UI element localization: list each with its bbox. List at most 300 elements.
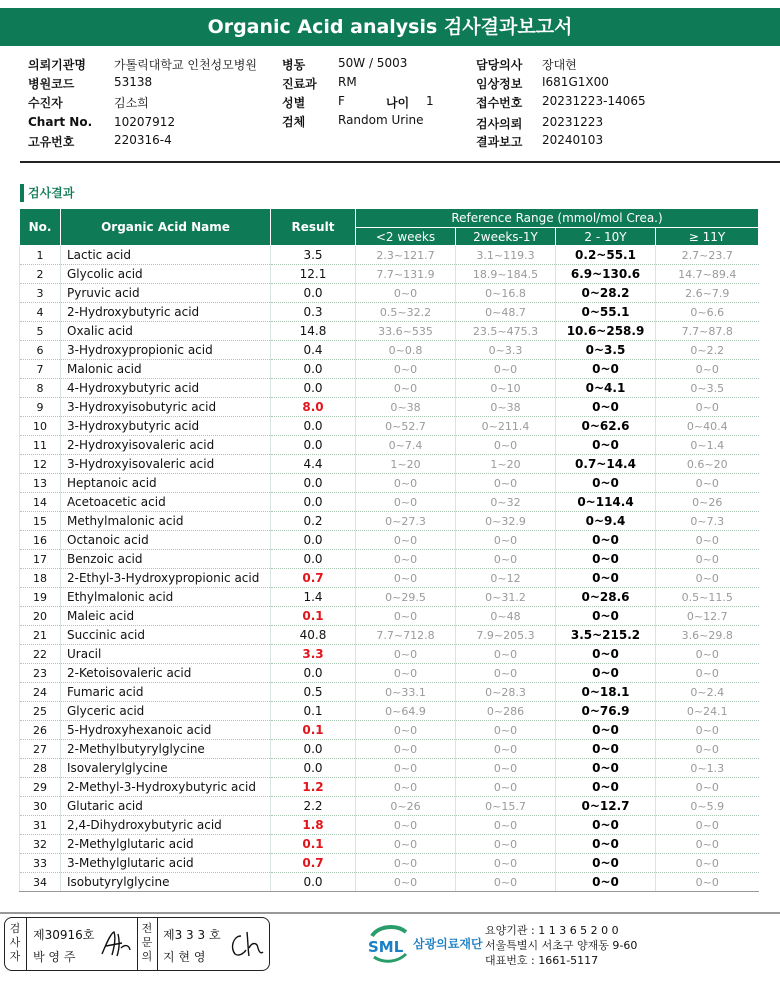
lab-name: 삼광의료재단	[413, 937, 483, 951]
row-result: 0.1	[271, 721, 356, 740]
row-result: 8.0	[271, 398, 356, 417]
signature-box	[4, 917, 270, 971]
sex-label: 성별	[282, 96, 306, 110]
row-ref-11y: 0~0	[656, 664, 759, 683]
row-ref-11y: 0~1.3	[656, 759, 759, 778]
row-ref-2-10y: 0~114.4	[556, 493, 656, 512]
row-result: 40.8	[271, 626, 356, 645]
row-ref-11y: 0~12.7	[656, 607, 759, 626]
row-ref-2w-1y: 0~0	[456, 873, 556, 892]
age-value: 1	[426, 94, 434, 108]
results-table	[19, 208, 759, 892]
row-ref-11y: 0~2.2	[656, 341, 759, 360]
row-result: 4.4	[271, 455, 356, 474]
table-row	[20, 740, 759, 759]
row-result: 0.0	[271, 550, 356, 569]
row-ref-2w-1y: 7.9~205.3	[456, 626, 556, 645]
row-ref-2w-1y: 0~28.3	[456, 683, 556, 702]
row-acid-name: 2-Ketoisovaleric acid	[61, 664, 271, 683]
row-ref-under-2w: 0~0	[356, 379, 456, 398]
table-row	[20, 702, 759, 721]
row-no: 15	[20, 512, 61, 531]
row-ref-2-10y: 0~0	[556, 360, 656, 379]
row-no: 11	[20, 436, 61, 455]
row-ref-11y: 0~0	[656, 645, 759, 664]
row-ref-2-10y: 3.5~215.2	[556, 626, 656, 645]
row-ref-2w-1y: 0~48.7	[456, 303, 556, 322]
row-result: 2.2	[271, 797, 356, 816]
col-header-reference: Reference Range (mmol/mol Crea.)	[356, 209, 759, 228]
row-ref-under-2w: 0~0	[356, 607, 456, 626]
row-ref-11y: 0.5~11.5	[656, 588, 759, 607]
row-no: 10	[20, 417, 61, 436]
chart-no-value: 10207912	[114, 115, 176, 129]
results-body	[20, 246, 759, 892]
table-row	[20, 360, 759, 379]
col-header-result: Result	[271, 209, 356, 246]
row-ref-2w-1y: 1~20	[456, 455, 556, 474]
table-row	[20, 303, 759, 322]
row-result: 0.2	[271, 512, 356, 531]
row-ref-under-2w: 2.3~121.7	[356, 246, 456, 265]
table-row	[20, 835, 759, 854]
row-ref-2-10y: 0~0	[556, 550, 656, 569]
table-row	[20, 645, 759, 664]
table-row	[20, 778, 759, 797]
row-ref-2w-1y: 0~12	[456, 569, 556, 588]
row-no: 3	[20, 284, 61, 303]
table-row	[20, 607, 759, 626]
row-ref-2-10y: 0~9.4	[556, 512, 656, 531]
unique-no-value: 220316-4	[114, 133, 172, 147]
report-date-value: 20240103	[542, 133, 604, 147]
row-no: 12	[20, 455, 61, 474]
row-no: 14	[20, 493, 61, 512]
row-ref-under-2w: 0~0.8	[356, 341, 456, 360]
row-ref-11y: 0~0	[656, 474, 759, 493]
row-acid-name: Glutaric acid	[61, 797, 271, 816]
row-no: 27	[20, 740, 61, 759]
row-ref-2w-1y: 0~0	[456, 854, 556, 873]
table-row	[20, 455, 759, 474]
row-no: 9	[20, 398, 61, 417]
row-ref-2w-1y: 0~15.7	[456, 797, 556, 816]
row-ref-2w-1y: 0~0	[456, 664, 556, 683]
age-label: 나이	[386, 96, 410, 110]
row-ref-11y: 0~6.6	[656, 303, 759, 322]
row-ref-2-10y: 0~0	[556, 740, 656, 759]
row-acid-name: 2,4-Dihydroxybutyric acid	[61, 816, 271, 835]
row-ref-2-10y: 0~18.1	[556, 683, 656, 702]
request-date-value: 20231223	[542, 115, 604, 129]
row-ref-under-2w: 0~0	[356, 740, 456, 759]
table-row	[20, 531, 759, 550]
row-acid-name: Uracil	[61, 645, 271, 664]
row-result: 12.1	[271, 265, 356, 284]
row-result: 0.4	[271, 341, 356, 360]
row-no: 2	[20, 265, 61, 284]
row-acid-name: Ethylmalonic acid	[61, 588, 271, 607]
row-ref-2-10y: 6.9~130.6	[556, 265, 656, 284]
row-ref-under-2w: 0~29.5	[356, 588, 456, 607]
row-ref-2w-1y: 0~0	[456, 550, 556, 569]
row-ref-2w-1y: 0~211.4	[456, 417, 556, 436]
clinical-info-label: 임상정보	[476, 77, 523, 91]
row-no: 25	[20, 702, 61, 721]
row-result: 14.8	[271, 322, 356, 341]
col-header-ref-2-10y: 2 - 10Y	[556, 228, 656, 246]
row-acid-name: 2-Methyl-3-Hydroxybutyric acid	[61, 778, 271, 797]
row-ref-11y: 0~0	[656, 531, 759, 550]
row-no: 24	[20, 683, 61, 702]
row-ref-under-2w: 33.6~535	[356, 322, 456, 341]
row-ref-11y: 0.6~20	[656, 455, 759, 474]
row-ref-under-2w: 0~33.1	[356, 683, 456, 702]
table-row	[20, 379, 759, 398]
row-ref-2w-1y: 0~0	[456, 721, 556, 740]
row-ref-11y: 0~0	[656, 721, 759, 740]
row-ref-under-2w: 0.5~32.2	[356, 303, 456, 322]
row-no: 4	[20, 303, 61, 322]
row-ref-2-10y: 0~76.9	[556, 702, 656, 721]
row-ref-2-10y: 0~0	[556, 854, 656, 873]
table-row	[20, 322, 759, 341]
row-ref-2w-1y: 0~0	[456, 759, 556, 778]
row-ref-2-10y: 0~3.5	[556, 341, 656, 360]
row-no: 8	[20, 379, 61, 398]
row-ref-2w-1y: 0~0	[456, 645, 556, 664]
row-ref-under-2w: 0~0	[356, 550, 456, 569]
row-acid-name: 3-Hydroxyisovaleric acid	[61, 455, 271, 474]
row-ref-11y: 0~0	[656, 854, 759, 873]
row-ref-2-10y: 0~55.1	[556, 303, 656, 322]
row-no: 6	[20, 341, 61, 360]
row-ref-2w-1y: 0~0	[456, 436, 556, 455]
row-ref-11y: 7.7~87.8	[656, 322, 759, 341]
row-result: 0.0	[271, 740, 356, 759]
row-acid-name: 2-Hydroxyisovaleric acid	[61, 436, 271, 455]
row-ref-2-10y: 0.7~14.4	[556, 455, 656, 474]
table-row	[20, 816, 759, 835]
row-acid-name: Fumaric acid	[61, 683, 271, 702]
row-no: 22	[20, 645, 61, 664]
row-ref-11y: 0~0	[656, 360, 759, 379]
row-result: 0.7	[271, 569, 356, 588]
col-header-no: No.	[20, 209, 61, 246]
row-ref-under-2w: 0~26	[356, 797, 456, 816]
row-result: 0.0	[271, 417, 356, 436]
row-ref-2-10y: 0~0	[556, 398, 656, 417]
row-ref-11y: 0~40.4	[656, 417, 759, 436]
row-no: 17	[20, 550, 61, 569]
row-ref-2-10y: 0~28.2	[556, 284, 656, 303]
row-result: 0.0	[271, 284, 356, 303]
row-no: 18	[20, 569, 61, 588]
row-ref-2-10y: 0~0	[556, 645, 656, 664]
row-ref-2w-1y: 0~0	[456, 835, 556, 854]
row-acid-name: 4-Hydroxybutyric acid	[61, 379, 271, 398]
row-ref-2-10y: 0~0	[556, 778, 656, 797]
row-ref-11y: 0~0	[656, 569, 759, 588]
row-result: 0.1	[271, 607, 356, 626]
department-value: RM	[338, 75, 357, 89]
col-header-ref-under-2w: <2 weeks	[356, 228, 456, 246]
row-no: 29	[20, 778, 61, 797]
row-acid-name: Benzoic acid	[61, 550, 271, 569]
row-ref-11y: 0~0	[656, 835, 759, 854]
row-ref-under-2w: 0~0	[356, 664, 456, 683]
row-ref-2-10y: 0~0	[556, 664, 656, 683]
table-row	[20, 797, 759, 816]
row-acid-name: 3-Hydroxypropionic acid	[61, 341, 271, 360]
table-row	[20, 550, 759, 569]
row-ref-11y: 0~26	[656, 493, 759, 512]
row-acid-name: Heptanoic acid	[61, 474, 271, 493]
row-acid-name: Pyruvic acid	[61, 284, 271, 303]
row-no: 7	[20, 360, 61, 379]
table-row	[20, 664, 759, 683]
row-ref-2w-1y: 0~10	[456, 379, 556, 398]
col-header-ref-2w-1y: 2weeks-1Y	[456, 228, 556, 246]
row-result: 0.0	[271, 474, 356, 493]
svg-text:SML: SML	[368, 938, 404, 956]
row-result: 1.4	[271, 588, 356, 607]
chart-no-label: Chart No.	[28, 115, 93, 129]
row-ref-2w-1y: 23.5~475.3	[456, 322, 556, 341]
row-result: 1.8	[271, 816, 356, 835]
row-ref-2-10y: 0~28.6	[556, 588, 656, 607]
table-row	[20, 398, 759, 417]
row-ref-11y: 0~0	[656, 778, 759, 797]
table-row	[20, 246, 759, 265]
row-ref-2w-1y: 0~48	[456, 607, 556, 626]
row-ref-11y: 14.7~89.4	[656, 265, 759, 284]
row-ref-under-2w: 0~0	[356, 360, 456, 379]
specimen-label: 검체	[282, 115, 306, 129]
examiner-name: 박 영 주	[33, 950, 76, 964]
row-ref-2w-1y: 0~0	[456, 816, 556, 835]
row-acid-name: 2-Methylbutyrylglycine	[61, 740, 271, 759]
row-ref-under-2w: 0~27.3	[356, 512, 456, 531]
examiner-license: 제30916호	[33, 928, 95, 942]
table-row	[20, 569, 759, 588]
row-no: 1	[20, 246, 61, 265]
row-ref-under-2w: 0~64.9	[356, 702, 456, 721]
hospital-code-value: 53138	[114, 75, 153, 89]
row-ref-2w-1y: 0~0	[456, 778, 556, 797]
row-ref-2-10y: 0~0	[556, 531, 656, 550]
row-no: 33	[20, 854, 61, 873]
table-row	[20, 493, 759, 512]
specialist-name: 지 현 영	[163, 950, 206, 964]
row-ref-11y: 3.6~29.8	[656, 626, 759, 645]
section-title: 검사결과	[20, 184, 74, 202]
row-ref-under-2w: 0~0	[356, 645, 456, 664]
row-ref-2-10y: 0~0	[556, 436, 656, 455]
row-ref-2w-1y: 0~16.8	[456, 284, 556, 303]
specimen-value: Random Urine	[338, 113, 424, 127]
receipt-no-label: 접수번호	[476, 96, 523, 110]
row-ref-11y: 0~0	[656, 873, 759, 892]
row-ref-11y: 2.7~23.7	[656, 246, 759, 265]
footer-divider	[0, 912, 780, 914]
row-result: 0.0	[271, 664, 356, 683]
table-row	[20, 873, 759, 892]
row-ref-under-2w: 0~0	[356, 759, 456, 778]
row-ref-2-10y: 0~0	[556, 835, 656, 854]
row-ref-11y: 0~0	[656, 816, 759, 835]
row-ref-2-10y: 0~0	[556, 721, 656, 740]
row-no: 26	[20, 721, 61, 740]
lab-phone: 대표번호 : 1661-5117	[485, 954, 599, 967]
doctor-label: 담당의사	[476, 58, 523, 72]
row-ref-2-10y: 0~4.1	[556, 379, 656, 398]
examiner-label: 검사자	[9, 922, 21, 963]
row-ref-11y: 2.6~7.9	[656, 284, 759, 303]
lab-info	[485, 923, 637, 968]
doctor-value: 장대현	[542, 58, 577, 72]
examiner-signature-icon	[99, 928, 133, 960]
row-no: 16	[20, 531, 61, 550]
patient-name-label: 수진자	[28, 96, 63, 110]
lab-code: 요양기관 : 1 1 3 6 5 2 0 0	[485, 924, 619, 937]
row-ref-2w-1y: 0~3.3	[456, 341, 556, 360]
row-result: 0.0	[271, 360, 356, 379]
row-acid-name: Malonic acid	[61, 360, 271, 379]
table-row	[20, 626, 759, 645]
row-acid-name: Lactic acid	[61, 246, 271, 265]
row-ref-2w-1y: 0~0	[456, 740, 556, 759]
row-result: 1.2	[271, 778, 356, 797]
row-acid-name: 2-Hydroxybutyric acid	[61, 303, 271, 322]
row-ref-under-2w: 0~38	[356, 398, 456, 417]
row-acid-name: 3-Hydroxybutyric acid	[61, 417, 271, 436]
row-ref-2-10y: 0~0	[556, 759, 656, 778]
report-title: Organic Acid analysis 검사결과보고서	[0, 8, 780, 46]
department-label: 진료과	[282, 77, 317, 91]
row-ref-under-2w: 0~0	[356, 531, 456, 550]
row-result: 0.0	[271, 379, 356, 398]
row-acid-name: Glyceric acid	[61, 702, 271, 721]
row-no: 31	[20, 816, 61, 835]
row-result: 3.5	[271, 246, 356, 265]
hospital-code-label: 병원코드	[28, 77, 75, 91]
row-ref-2-10y: 0~0	[556, 873, 656, 892]
row-ref-2w-1y: 0~32	[456, 493, 556, 512]
row-ref-2-10y: 0~12.7	[556, 797, 656, 816]
row-acid-name: 5-Hydroxyhexanoic acid	[61, 721, 271, 740]
table-row	[20, 284, 759, 303]
info-divider	[20, 161, 780, 163]
row-ref-2w-1y: 0~0	[456, 360, 556, 379]
row-acid-name: 2-Methylglutaric acid	[61, 835, 271, 854]
row-ref-under-2w: 0~0	[356, 854, 456, 873]
table-row	[20, 683, 759, 702]
row-ref-2-10y: 0~62.6	[556, 417, 656, 436]
row-ref-11y: 0~5.9	[656, 797, 759, 816]
row-ref-2-10y: 10.6~258.9	[556, 322, 656, 341]
row-ref-2w-1y: 0~0	[456, 474, 556, 493]
row-ref-11y: 0~0	[656, 398, 759, 417]
row-acid-name: Succinic acid	[61, 626, 271, 645]
row-acid-name: Isovalerylglycine	[61, 759, 271, 778]
row-ref-under-2w: 0~7.4	[356, 436, 456, 455]
table-row	[20, 436, 759, 455]
row-ref-2w-1y: 0~286	[456, 702, 556, 721]
row-acid-name: Octanoic acid	[61, 531, 271, 550]
row-ref-under-2w: 0~0	[356, 493, 456, 512]
row-ref-2w-1y: 18.9~184.5	[456, 265, 556, 284]
row-no: 13	[20, 474, 61, 493]
table-row	[20, 265, 759, 284]
row-ref-under-2w: 0~0	[356, 284, 456, 303]
clinical-info-value: I681G1X00	[542, 75, 609, 89]
row-no: 21	[20, 626, 61, 645]
row-ref-2w-1y: 0~32.9	[456, 512, 556, 531]
table-row	[20, 759, 759, 778]
report-date-label: 결과보고	[476, 135, 523, 149]
row-ref-11y: 0~0	[656, 550, 759, 569]
row-acid-name: Maleic acid	[61, 607, 271, 626]
row-ref-under-2w: 7.7~131.9	[356, 265, 456, 284]
lab-address: 서울특별시 서초구 양재동 9-60	[485, 939, 638, 952]
row-ref-2w-1y: 3.1~119.3	[456, 246, 556, 265]
row-ref-2-10y: 0~0	[556, 474, 656, 493]
row-acid-name: 3-Methylglutaric acid	[61, 854, 271, 873]
row-ref-2w-1y: 0~0	[456, 531, 556, 550]
lab-logo-icon	[366, 920, 412, 966]
row-result: 0.0	[271, 759, 356, 778]
row-ref-under-2w: 0~0	[356, 835, 456, 854]
table-row	[20, 588, 759, 607]
specialist-label: 전문의	[141, 922, 153, 963]
col-header-name: Organic Acid Name	[61, 209, 271, 246]
row-ref-2-10y: 0~0	[556, 569, 656, 588]
row-no: 23	[20, 664, 61, 683]
table-row	[20, 721, 759, 740]
row-ref-2w-1y: 0~31.2	[456, 588, 556, 607]
row-ref-11y: 0~0	[656, 740, 759, 759]
request-date-label: 검사의뢰	[476, 117, 523, 131]
row-ref-under-2w: 1~20	[356, 455, 456, 474]
row-acid-name: 3-Hydroxyisobutyric acid	[61, 398, 271, 417]
row-acid-name: Oxalic acid	[61, 322, 271, 341]
row-ref-11y: 0~7.3	[656, 512, 759, 531]
row-result: 3.3	[271, 645, 356, 664]
table-row	[20, 512, 759, 531]
row-acid-name: Methylmalonic acid	[61, 512, 271, 531]
institution-value: 가톨릭대학교 인천성모병원	[114, 58, 257, 72]
institution-label: 의뢰기관명	[28, 58, 86, 72]
ward-value: 50W / 5003	[338, 56, 408, 70]
row-ref-under-2w: 0~0	[356, 873, 456, 892]
table-row	[20, 854, 759, 873]
row-ref-under-2w: 0~0	[356, 569, 456, 588]
row-no: 28	[20, 759, 61, 778]
row-acid-name: Glycolic acid	[61, 265, 271, 284]
row-no: 34	[20, 873, 61, 892]
row-result: 0.0	[271, 873, 356, 892]
row-ref-2-10y: 0.2~55.1	[556, 246, 656, 265]
ward-label: 병동	[282, 58, 306, 72]
row-ref-under-2w: 0~0	[356, 474, 456, 493]
row-result: 0.0	[271, 493, 356, 512]
table-row	[20, 341, 759, 360]
row-no: 32	[20, 835, 61, 854]
row-result: 0.1	[271, 702, 356, 721]
table-row	[20, 417, 759, 436]
row-result: 0.7	[271, 854, 356, 873]
